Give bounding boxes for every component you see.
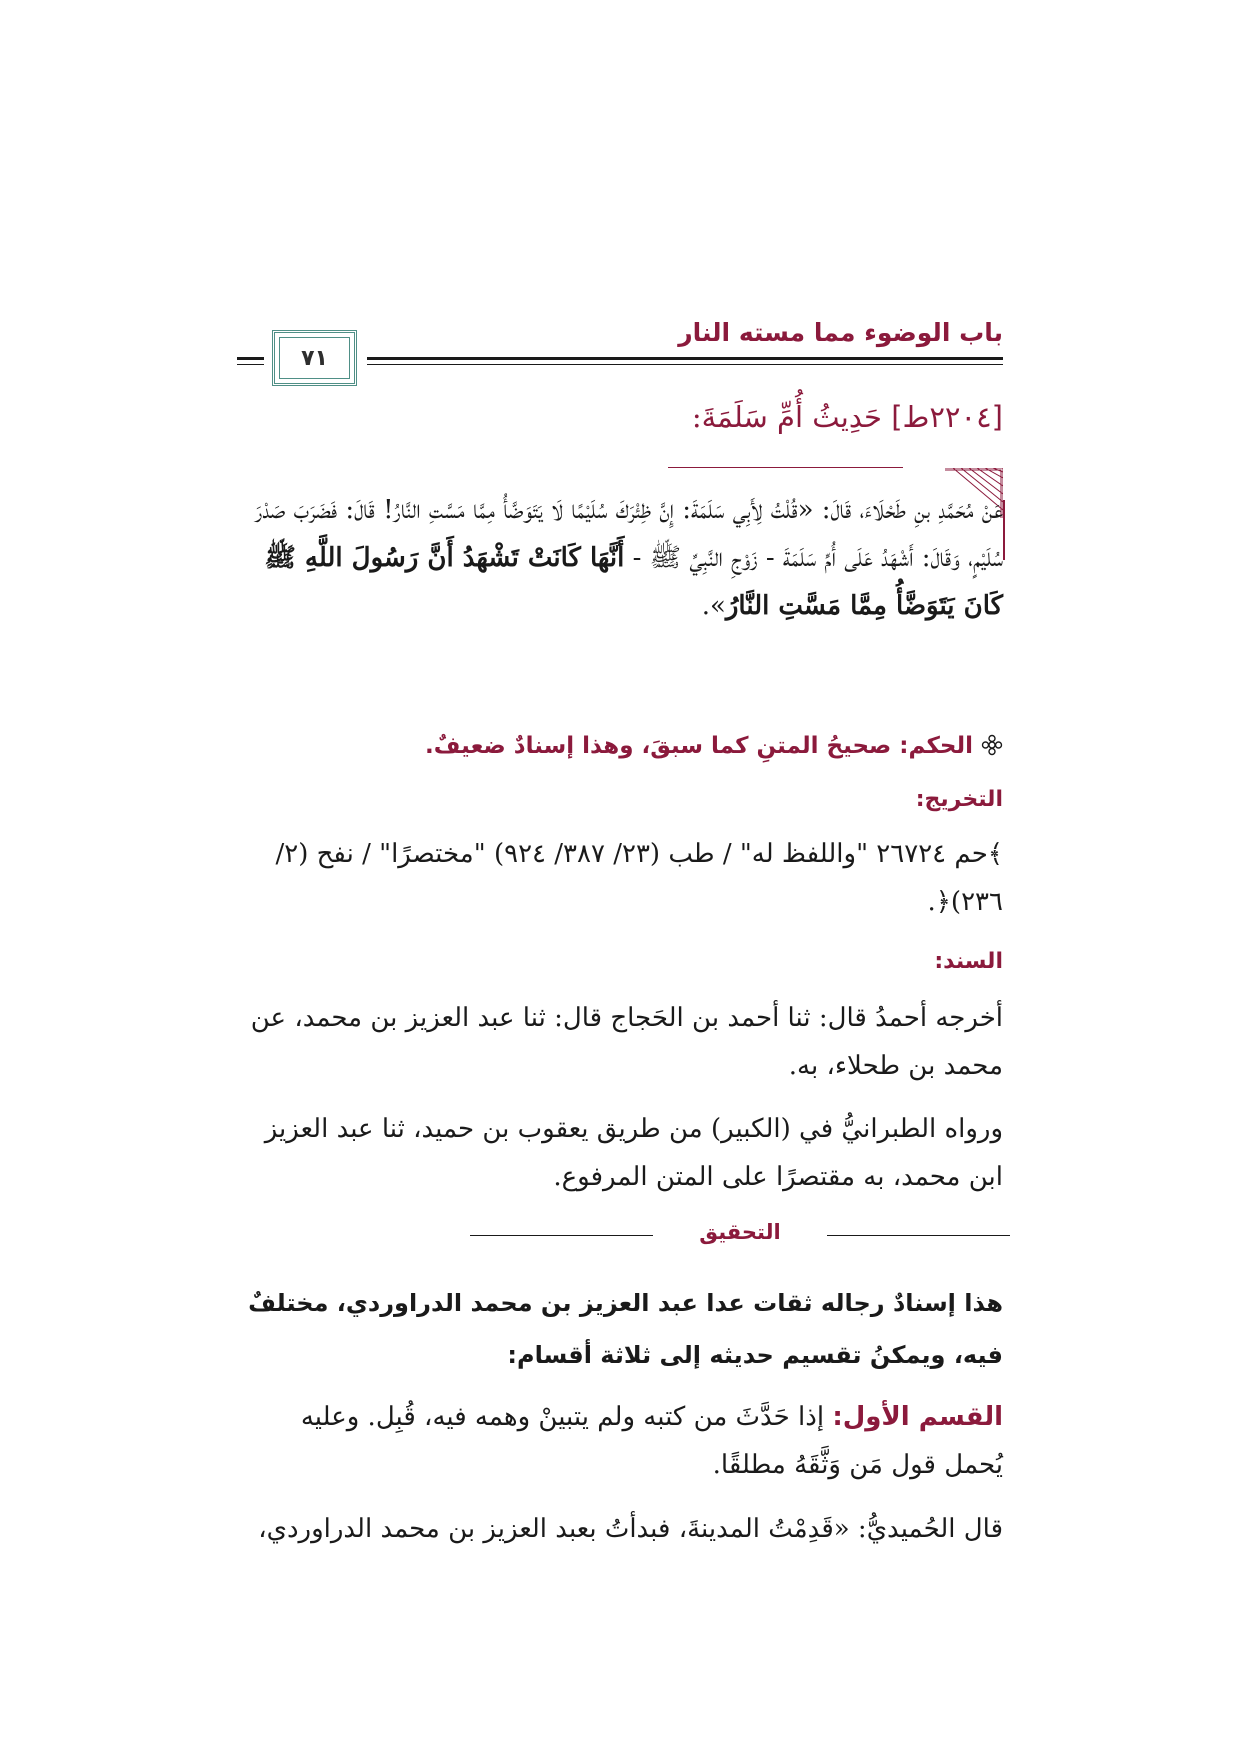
side-bar: [1003, 500, 1005, 560]
sanad-heading: السند:: [934, 949, 1003, 974]
hukm-text: صحيحُ المتنِ كما سبقَ، وهذا إسنادٌ ضعيفٌ.: [425, 733, 892, 759]
tahqiq-divider: [470, 1220, 1010, 1250]
sanad-paragraph-2: ورواه الطبرانيُّ في (الكبير) من طريق يعقوب بن حميد، ثنا عبد العزيز ابن محمد، به مقتصرًا على المتن المرفوع.: [264, 1114, 1003, 1192]
hadith-title: حَدِيثُ أُمِّ سَلَمَةَ:: [691, 400, 882, 434]
hadith-matn: [237, 486, 1003, 630]
hukm-label: الحكم:: [899, 733, 973, 759]
header-rule-thin: [367, 364, 1003, 365]
hadith-heading: [237, 400, 1003, 434]
matn-bold: أَنَّهَا كَانَتْ تَشْهَدُ أَنَّ رَسُولَ اللَّهِ ﷺ كَانَ يَتَوَضَّأُ مِمَّا مَسَّتِ النَّارُ: [264, 543, 1003, 621]
flower-bullet-icon: [981, 734, 1003, 756]
tahqiq-intro: هذا إسنادٌ رجاله ثقات عدا عبد العزيز بن محمد الدراوردي، مختلفٌ فيه، ويمكنُ تقسيم حديثه إلى ثلاثة أقسام:: [248, 1289, 1003, 1369]
tahqiq-heading: التحقيق: [653, 1220, 826, 1244]
qism-first: [237, 1393, 1003, 1489]
qism-label: القسم الأول:: [832, 1402, 1003, 1432]
header-rule-left-thin: [237, 364, 264, 365]
header-rule: [367, 357, 1003, 360]
sanad-paragraph-1: أخرجه أحمدُ قال: ثنا أحمد بن الحَجاج قال: ثنا عبد العزيز بن محمد، عن محمد بن طحلاء، به.: [250, 1003, 1003, 1081]
hukm-line: [237, 722, 1003, 770]
running-title: باب الوضوء مما مسته النار: [678, 318, 1003, 347]
page-number: ٧١: [301, 345, 328, 371]
takhrij-heading: التخريج:: [915, 787, 1003, 812]
header-rule-left: [237, 357, 264, 360]
page-number-badge: [272, 330, 357, 386]
hadith-number: [٢٢٠٤ط]: [891, 400, 1003, 434]
qism-text: إذا حَدَّثَ من كتبه ولم يتبينْ وهمه فيه، قُبِل. وعليه يُحمل قول مَن وَثَّقَهُ مطلقًا.: [300, 1402, 1003, 1480]
matn-plain: عَنْ مُحَمَّدِ بنِ طَحْلَاءَ، قَالَ: «قُلْتُ لِأَبِي سَلَمَةَ: إِنَّ ظِئْرَكَ سُلَيْمًا لَا يَتَوَضَّأُ مِمَّا مَسَّتِ النَّارُ! قَالَ: فَضَرَبَ صَدْرَ سُلَيْمٍ، وَقَالَ: أَشْهَدُ عَلَى أُمِّ سَلَمَةَ - زَوْجِ النَّبِيِّ ﷺ -: [255, 495, 1003, 573]
heading-underline: [668, 467, 903, 468]
takhrij-text: ﴾حم ٢٦٧٢٤ "واللفظ له" / طب (٢٣/ ٣٨٧/ ٩٢٤) "مختصرًا" / نفح (٢/ ٢٣٦)﴿.: [275, 839, 1003, 917]
humaydi-quote: قال الحُميديُّ: «قَدِمْتُ المدينةَ، فبدأتُ بعبد العزيز بن محمد الدراوردي،: [258, 1514, 1003, 1544]
matn-end: ».: [701, 591, 726, 621]
